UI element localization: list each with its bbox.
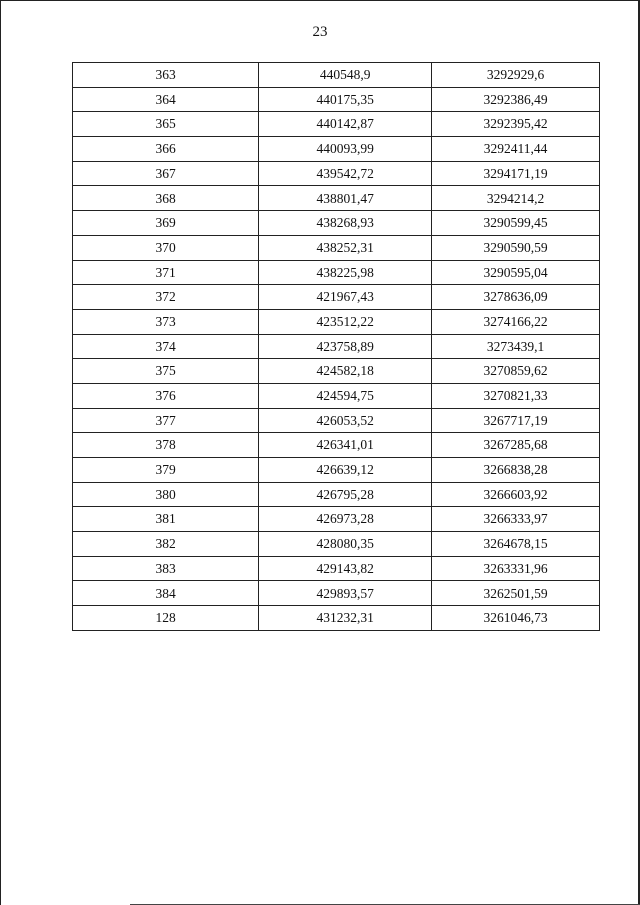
x-coordinate-cell: 426639,12: [259, 458, 432, 483]
y-coordinate-cell: 3290595,04: [432, 260, 600, 285]
y-coordinate-cell: 3278636,09: [432, 285, 600, 310]
table-row: [73, 433, 600, 458]
y-coordinate-cell: 3292411,44: [432, 137, 600, 162]
x-coordinate-cell: 423512,22: [259, 309, 432, 334]
y-coordinate-cell: 3292929,6: [432, 63, 600, 88]
table-row: [73, 581, 600, 606]
point-number-cell: 380: [73, 482, 259, 507]
table-row: [73, 285, 600, 310]
point-number-cell: 377: [73, 408, 259, 433]
x-coordinate-cell: 440548,9: [259, 63, 432, 88]
table-row: [73, 408, 600, 433]
x-coordinate-cell: 429143,82: [259, 556, 432, 581]
x-coordinate-cell: 423758,89: [259, 334, 432, 359]
x-coordinate-cell: 424582,18: [259, 359, 432, 384]
point-number-cell: 382: [73, 532, 259, 557]
y-coordinate-cell: 3267717,19: [432, 408, 600, 433]
x-coordinate-cell: 428080,35: [259, 532, 432, 557]
x-coordinate-cell: 438225,98: [259, 260, 432, 285]
y-coordinate-cell: 3294171,19: [432, 161, 600, 186]
y-coordinate-cell: 3294214,2: [432, 186, 600, 211]
page-border-top: [0, 0, 640, 1]
point-number-cell: 379: [73, 458, 259, 483]
table-row: [73, 260, 600, 285]
y-coordinate-cell: 3274166,22: [432, 309, 600, 334]
x-coordinate-cell: 440142,87: [259, 112, 432, 137]
y-coordinate-cell: 3262501,59: [432, 581, 600, 606]
x-coordinate-cell: 426973,28: [259, 507, 432, 532]
point-number-cell: 374: [73, 334, 259, 359]
x-coordinate-cell: 438252,31: [259, 235, 432, 260]
point-number-cell: 364: [73, 87, 259, 112]
x-coordinate-cell: 424594,75: [259, 383, 432, 408]
y-coordinate-cell: 3292395,42: [432, 112, 600, 137]
table-row: [73, 606, 600, 631]
table-row: [73, 235, 600, 260]
page-number: 23: [312, 24, 328, 40]
y-coordinate-cell: 3292386,49: [432, 87, 600, 112]
table-row: [73, 383, 600, 408]
point-number-cell: 368: [73, 186, 259, 211]
point-number-cell: 384: [73, 581, 259, 606]
table-row: [73, 309, 600, 334]
point-number-cell: 366: [73, 137, 259, 162]
point-number-cell: 372: [73, 285, 259, 310]
y-coordinate-cell: 3270821,33: [432, 383, 600, 408]
point-number-cell: 365: [73, 112, 259, 137]
table-row: [73, 186, 600, 211]
coordinates-table-body: [73, 63, 600, 631]
point-number-cell: 378: [73, 433, 259, 458]
table-row: [73, 211, 600, 236]
point-number-cell: 128: [73, 606, 259, 631]
y-coordinate-cell: 3290590,59: [432, 235, 600, 260]
x-coordinate-cell: 438801,47: [259, 186, 432, 211]
x-coordinate-cell: 421967,43: [259, 285, 432, 310]
table-row: [73, 334, 600, 359]
point-number-cell: 383: [73, 556, 259, 581]
page-border-left: [0, 0, 1, 905]
x-coordinate-cell: 440093,99: [259, 137, 432, 162]
y-coordinate-cell: 3266838,28: [432, 458, 600, 483]
table-row: [73, 112, 600, 137]
y-coordinate-cell: 3270859,62: [432, 359, 600, 384]
point-number-cell: 363: [73, 63, 259, 88]
table-row: [73, 532, 600, 557]
coordinates-table: [72, 62, 600, 631]
table-row: [73, 507, 600, 532]
y-coordinate-cell: 3266603,92: [432, 482, 600, 507]
y-coordinate-cell: 3273439,1: [432, 334, 600, 359]
point-number-cell: 369: [73, 211, 259, 236]
y-coordinate-cell: 3266333,97: [432, 507, 600, 532]
table-row: [73, 556, 600, 581]
table-row: [73, 137, 600, 162]
y-coordinate-cell: 3267285,68: [432, 433, 600, 458]
table-row: [73, 87, 600, 112]
x-coordinate-cell: 438268,93: [259, 211, 432, 236]
point-number-cell: 376: [73, 383, 259, 408]
x-coordinate-cell: 426053,52: [259, 408, 432, 433]
y-coordinate-cell: 3264678,15: [432, 532, 600, 557]
point-number-cell: 367: [73, 161, 259, 186]
x-coordinate-cell: 431232,31: [259, 606, 432, 631]
point-number-cell: 370: [73, 235, 259, 260]
table-row: [73, 458, 600, 483]
table-row: [73, 359, 600, 384]
point-number-cell: 375: [73, 359, 259, 384]
x-coordinate-cell: 429893,57: [259, 581, 432, 606]
y-coordinate-cell: 3263331,96: [432, 556, 600, 581]
x-coordinate-cell: 426341,01: [259, 433, 432, 458]
x-coordinate-cell: 426795,28: [259, 482, 432, 507]
x-coordinate-cell: 439542,72: [259, 161, 432, 186]
x-coordinate-cell: 440175,35: [259, 87, 432, 112]
y-coordinate-cell: 3290599,45: [432, 211, 600, 236]
table-row: [73, 482, 600, 507]
point-number-cell: 373: [73, 309, 259, 334]
table-row: [73, 161, 600, 186]
point-number-cell: 381: [73, 507, 259, 532]
point-number-cell: 371: [73, 260, 259, 285]
table-row: [73, 63, 600, 88]
y-coordinate-cell: 3261046,73: [432, 606, 600, 631]
